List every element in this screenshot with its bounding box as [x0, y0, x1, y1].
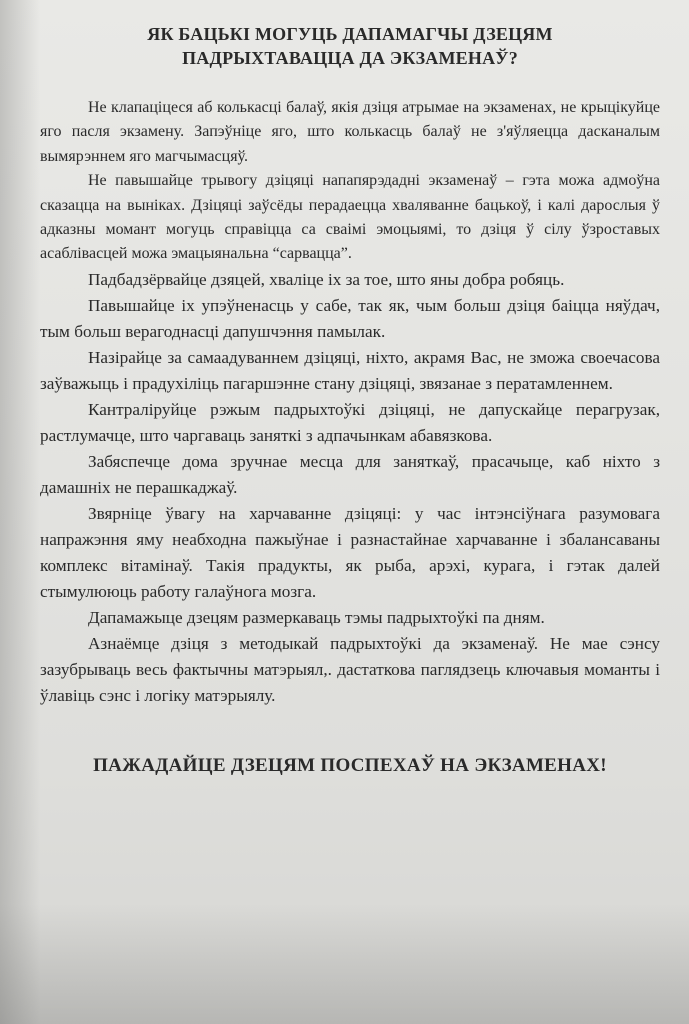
closing-wish: ПАЖАДАЙЦЕ ДЗЕЦЯМ ПОСПЕХАЎ НА ЭКЗАМЕНАХ!: [93, 754, 607, 776]
document-content: [40, 22, 660, 777]
paragraph-3: Падбадзёрвайце дзяцей, хваліце іх за тое, што яны добра робяць.: [88, 269, 565, 289]
page-shadow-left: [0, 0, 40, 1024]
paragraph-5: Назірайце за самаадуваннем дзіцяці, ніхто, акрамя Вас, не зможа своечасова заўважыць і прадухіліць пагаршэнне стану дзіцяці, звязанае з перaтамленнем.: [40, 347, 660, 393]
title-line-2: ПАДРЫХТАВАЦЦА ДА ЭКЗАМЕНАЎ?: [182, 48, 518, 68]
paragraph-10: Азнаёмце дзіця з методыкай падрыхтоўкі да экзаменаў. Не мае сэнсу зазубрываць весь фактычны матэрыял,. дастаткова паглядзець ключавыя моманты і ўлавіць сэнс і логіку матэрыялу.: [40, 633, 660, 705]
paragraph-7: Забяспечце дома зручнае месца для заняткаў, прасачыце, каб ніхто з дамашніх не перашкаджаў.: [40, 451, 660, 497]
title-line-1: ЯК БАЦЬКІ МОГУЦЬ ДАПАМАГЧЫ ДЗЕЦЯМ: [147, 24, 553, 44]
paragraph-4: Павышайце іх упэўненасць у сабе, так як, чым больш дзіця баіцца няўдач, тым больш верагоднасці дапушчэння памылак.: [40, 295, 660, 341]
paragraph-2: Не павышайце трывогу дзіцяці напапярэдадні экзаменаў – гэта можа адмоўна сказацца на выніках. Дзіцяці заўсёды перадаецца хваляванне бацькоў, і калі дарослыя ў адказны момант могуць справіцца са сваімі эмоцыямі, то дзіця ў сілу ўзроставых асаблівасцей можа эмацыянальна “сарвацца”.: [40, 172, 660, 263]
paragraph-6: Кантраліруйце рэжым падрыхтоўкі дзіцяці, не дапускайце перагрузак, растлумачце, што чаргаваць заняткі з адпачынкам абавязкова.: [40, 399, 660, 445]
paragraph-1: Не клапаціцеся аб колькасці балаў, якія дзіця атрымае на экзаменах, не крыцікуйце яго пасля экзамену. Запэўніце яго, што колькасць балаў не з'яўляецца дасканалым вымярэннем яго магчымасцяў.: [40, 99, 660, 165]
paragraph-8: Звярніце ўвагу на харчаванне дзіцяці: у час інтэнсіўнага разумовага напражэння яму неабходна пажыўнае і разнастайнае харчаванне і збалансаваны комплекс вітамінаў. Такія прадукты, як рыба, арэхі, курага, і гэтак далей стымулююць работу галаўнога мозга.: [40, 503, 660, 601]
document-title: [40, 22, 660, 70]
paragraph-9: Дапамажыце дзецям размеркаваць тэмы падрыхтоўкі па дням.: [88, 607, 545, 627]
page-shadow-bottom: [0, 904, 689, 1024]
